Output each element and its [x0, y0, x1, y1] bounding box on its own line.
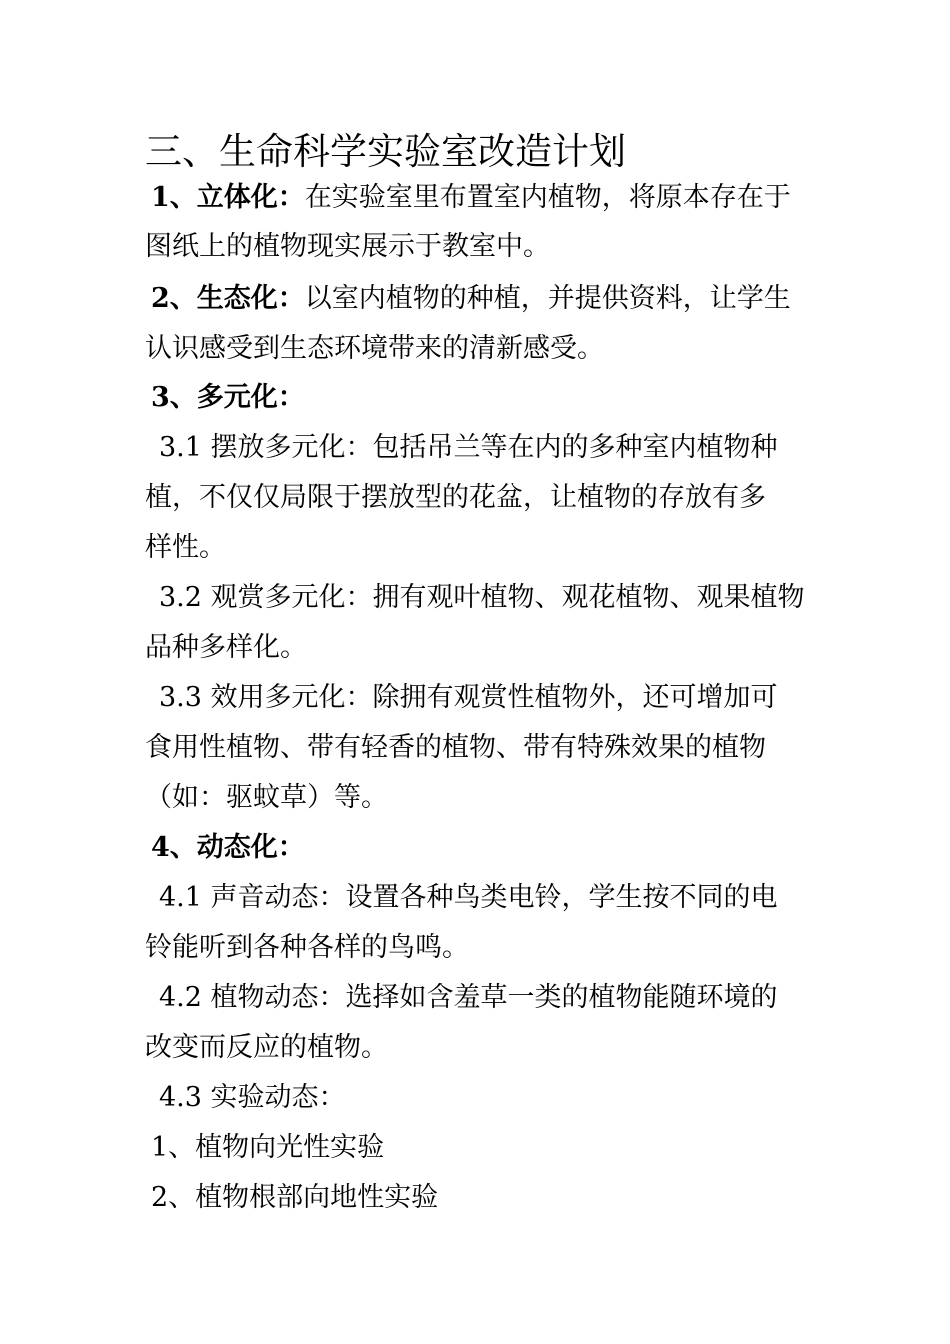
section-2-heading: 2、生态化：	[151, 283, 305, 314]
section-2-line-2: 认识感受到生态环境带来的清新感受。	[145, 333, 604, 364]
item-3-3-line-2: 食用性植物、带有轻香的植物、带有特殊效果的植物	[145, 732, 766, 763]
section-1-text: 在实验室里布置室内植物，将原本存在于	[304, 182, 791, 213]
item-3-2-line-2: 品种多样化。	[145, 632, 307, 663]
section-1-line-1	[145, 180, 825, 216]
item-4-2-line-2: 改变而反应的植物。	[145, 1032, 388, 1063]
item-4-2-line-1: 4.2 植物动态：选择如含羞草一类的植物能随环境的	[159, 982, 778, 1013]
section-1-line-2: 图纸上的植物现实展示于教室中。	[145, 231, 550, 262]
section-2-line-1	[145, 281, 825, 317]
experiment-item-1: 1、植物向光性实验	[151, 1132, 385, 1163]
section-1-heading: 1、立体化：	[151, 182, 305, 213]
section-2-text: 以室内植物的种植，并提供资料，让学生	[304, 283, 791, 314]
item-3-1-line-1: 3.1 摆放多元化：包括吊兰等在内的多种室内植物种	[159, 432, 778, 463]
experiment-item-2: 2、植物根部向地性实验	[151, 1182, 439, 1213]
section-4-heading: 4、动态化：	[151, 832, 305, 863]
item-3-3-line-1: 3.3 效用多元化：除拥有观赏性植物外，还可增加可	[159, 682, 778, 713]
item-3-1-line-3: 样性。	[145, 532, 226, 563]
item-4-3-line-1: 4.3 实验动态：	[159, 1082, 346, 1113]
item-4-1-line-2: 铃能听到各种各样的鸟鸣。	[145, 932, 469, 963]
item-3-2-line-1: 3.2 观赏多元化：拥有观叶植物、观花植物、观果植物	[159, 582, 805, 613]
page-title: 三、生命科学实验室改造计划	[145, 130, 626, 173]
item-3-1-line-2: 植，不仅仅局限于摆放型的花盆，让植物的存放有多	[145, 482, 766, 513]
item-3-3-line-3: （如：驱蚊草）等。	[145, 782, 388, 813]
section-3-heading: 3、多元化：	[151, 382, 305, 413]
item-4-1-line-1: 4.1 声音动态：设置各种鸟类电铃，学生按不同的电	[159, 882, 778, 913]
